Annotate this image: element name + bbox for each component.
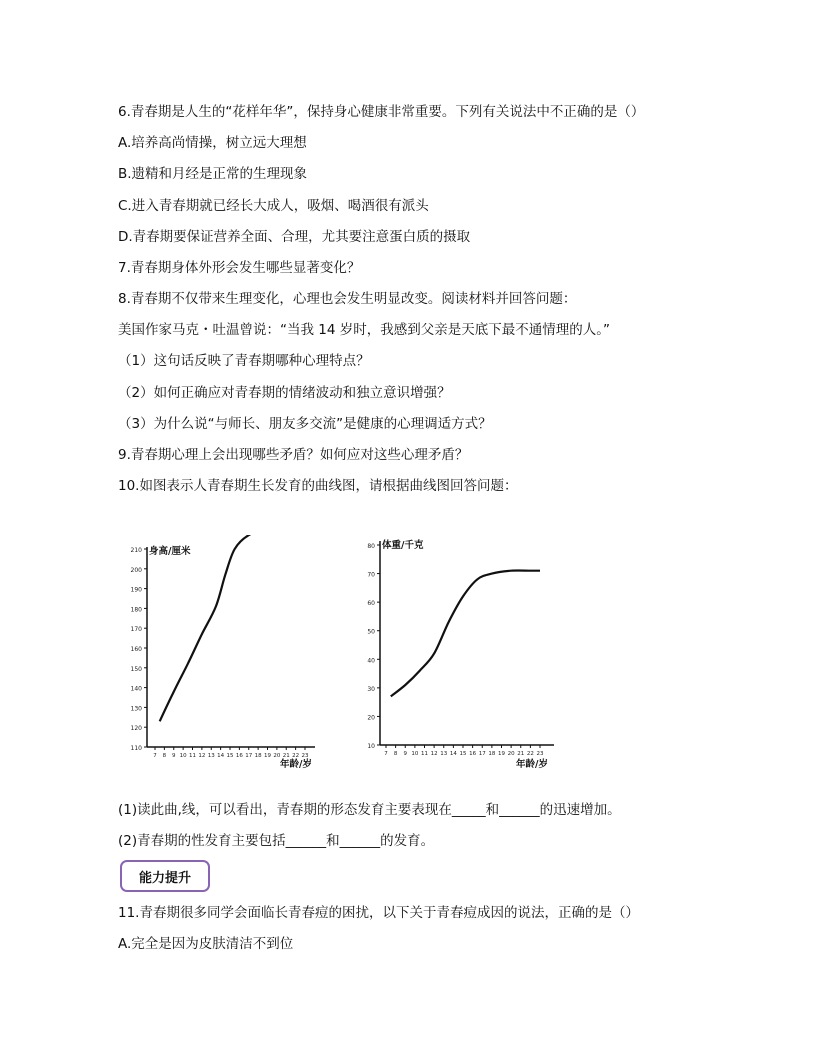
q8-sub-3: （3）为什么说“与师长、朋友多交流”是健康的心理调适方式？	[118, 416, 492, 432]
q8-sub-1: （1）这句话反映了青春期哪种心理特点？	[118, 353, 370, 369]
height-x-tick-label: 18	[254, 753, 262, 759]
height-y-tick-label: 170	[130, 626, 142, 634]
q6-option-c: C.进入青春期就已经长大成人，吸烟、喝酒很有派头	[118, 198, 429, 214]
height-x-tick-label: 12	[198, 753, 206, 759]
height-chart-xlabel: 年龄/岁	[280, 759, 312, 770]
weight-x-tick-label: 23	[536, 751, 544, 757]
q9-stem: 9.青春期心理上会出现哪些矛盾？如何应对这些心理矛盾？	[118, 447, 469, 463]
weight-x-tick-label: 18	[488, 751, 496, 757]
weight-y-tick-label: 50	[367, 628, 375, 636]
weight-y-tick-label: 10	[367, 743, 375, 750]
height-y-tick-label: 200	[130, 566, 142, 574]
height-y-tick-label: 140	[130, 685, 142, 693]
weight-x-tick-label: 12	[430, 751, 438, 757]
weight-x-tick-label: 17	[478, 751, 486, 757]
height-x-tick-label: 19	[264, 753, 271, 759]
weight-x-tick-label: 19	[498, 751, 505, 757]
height-curve	[160, 535, 305, 721]
height-x-tick-label: 13	[207, 753, 215, 759]
weight-x-tick-label: 22	[526, 751, 534, 757]
q11-stem: 11.青春期很多同学会面临长青春痘的困扰，以下关于青春痘成因的说法，正确的是（）	[118, 905, 639, 921]
height-x-tick-label: 20	[273, 753, 281, 759]
weight-y-tick-label: 70	[367, 571, 375, 579]
height-x-ticks	[153, 747, 309, 759]
weight-x-tick-label: 9	[403, 751, 407, 757]
q7-stem: 7.青春期身体外形会发生哪些显著变化？	[118, 260, 361, 276]
weight-curve	[391, 570, 540, 696]
weight-x-tick-label: 7	[384, 751, 388, 757]
height-x-tick-label: 10	[179, 753, 187, 759]
weight-chart-xlabel: 年龄/岁	[516, 759, 548, 770]
height-y-tick-label: 110	[130, 745, 142, 752]
height-x-tick-label: 8	[162, 753, 167, 759]
height-y-tick-label: 120	[130, 725, 142, 733]
height-y-tick-label: 180	[130, 606, 142, 614]
weight-x-tick-label: 21	[517, 751, 525, 757]
height-growth-chart	[125, 535, 325, 770]
height-x-tick-label: 9	[172, 753, 176, 759]
q8-quote: 美国作家马克・吐温曾说：“当我 14 岁时，我感到父亲是天底下最不通情理的人。”	[118, 322, 610, 338]
height-y-tick-label: 160	[130, 646, 142, 653]
q10-stem: 10.如图表示人青春期生长发育的曲线图，请根据曲线图回答问题：	[118, 478, 518, 494]
weight-x-tick-label: 10	[411, 751, 419, 757]
weight-x-ticks	[384, 745, 544, 757]
height-x-tick-label: 23	[301, 753, 309, 759]
height-x-tick-label: 7	[153, 753, 157, 759]
height-x-tick-label: 16	[235, 753, 243, 759]
weight-y-tick-label: 60	[367, 600, 375, 608]
height-chart-title: 身高/厘米	[149, 546, 191, 557]
q11-option-a: A.完全是因为皮肤清洁不到位	[118, 936, 294, 952]
height-y-tick-label: 150	[130, 665, 142, 673]
height-x-tick-label: 15	[226, 753, 234, 759]
q10-sub-1: (1)读此曲,线，可以看出，青春期的形态发育主要表现在_____和______的迅速增加。	[118, 802, 621, 818]
weight-x-tick-label: 8	[393, 751, 398, 757]
height-x-tick-label: 11	[189, 753, 196, 759]
weight-y-tick-label: 40	[367, 657, 375, 665]
weight-x-tick-label: 16	[469, 751, 477, 757]
height-x-tick-label: 22	[292, 753, 300, 759]
weight-y-ticks	[367, 543, 380, 750]
height-x-tick-label: 17	[245, 753, 253, 759]
weight-x-tick-label: 20	[507, 751, 515, 757]
section-badge: 能力提升	[120, 860, 210, 892]
weight-x-tick-label: 13	[440, 751, 448, 757]
q8-sub-2: （2）如何正确应对青春期的情绪波动和独立意识增强？	[118, 385, 451, 401]
weight-y-tick-label: 20	[367, 714, 375, 722]
height-y-tick-label: 130	[130, 705, 142, 713]
height-y-ticks	[131, 547, 147, 752]
height-x-tick-label: 14	[217, 753, 225, 759]
weight-x-tick-label: 11	[421, 751, 428, 757]
height-y-tick-label: 210	[130, 547, 142, 554]
q6-option-d: D.青春期要保证营养全面、合理，尤其要注意蛋白质的摄取	[118, 229, 471, 245]
weight-y-tick-label: 80	[367, 543, 375, 550]
q6-option-b: B.遗精和月经是正常的生理现象	[118, 166, 308, 182]
weight-growth-chart	[358, 535, 558, 770]
q10-sub-2: (2)青春期的性发育主要包括______和______的发育。	[118, 833, 435, 849]
weight-x-tick-label: 14	[449, 751, 457, 757]
height-x-tick-label: 21	[282, 753, 290, 759]
q8-stem: 8.青春期不仅带来生理变化，心理也会发生明显改变。阅读材料并回答问题：	[118, 291, 577, 307]
q6-stem: 6.青春期是人生的“花样年华”，保持身心健康非常重要。下列有关说法中不正确的是（）	[118, 104, 645, 120]
weight-x-tick-label: 15	[459, 751, 467, 757]
weight-chart-title: 体重/千克	[382, 540, 424, 551]
height-y-tick-label: 190	[130, 586, 142, 594]
q6-option-a: A.培养高尚情操，树立远大理想	[118, 135, 307, 151]
weight-y-tick-label: 30	[367, 685, 375, 693]
